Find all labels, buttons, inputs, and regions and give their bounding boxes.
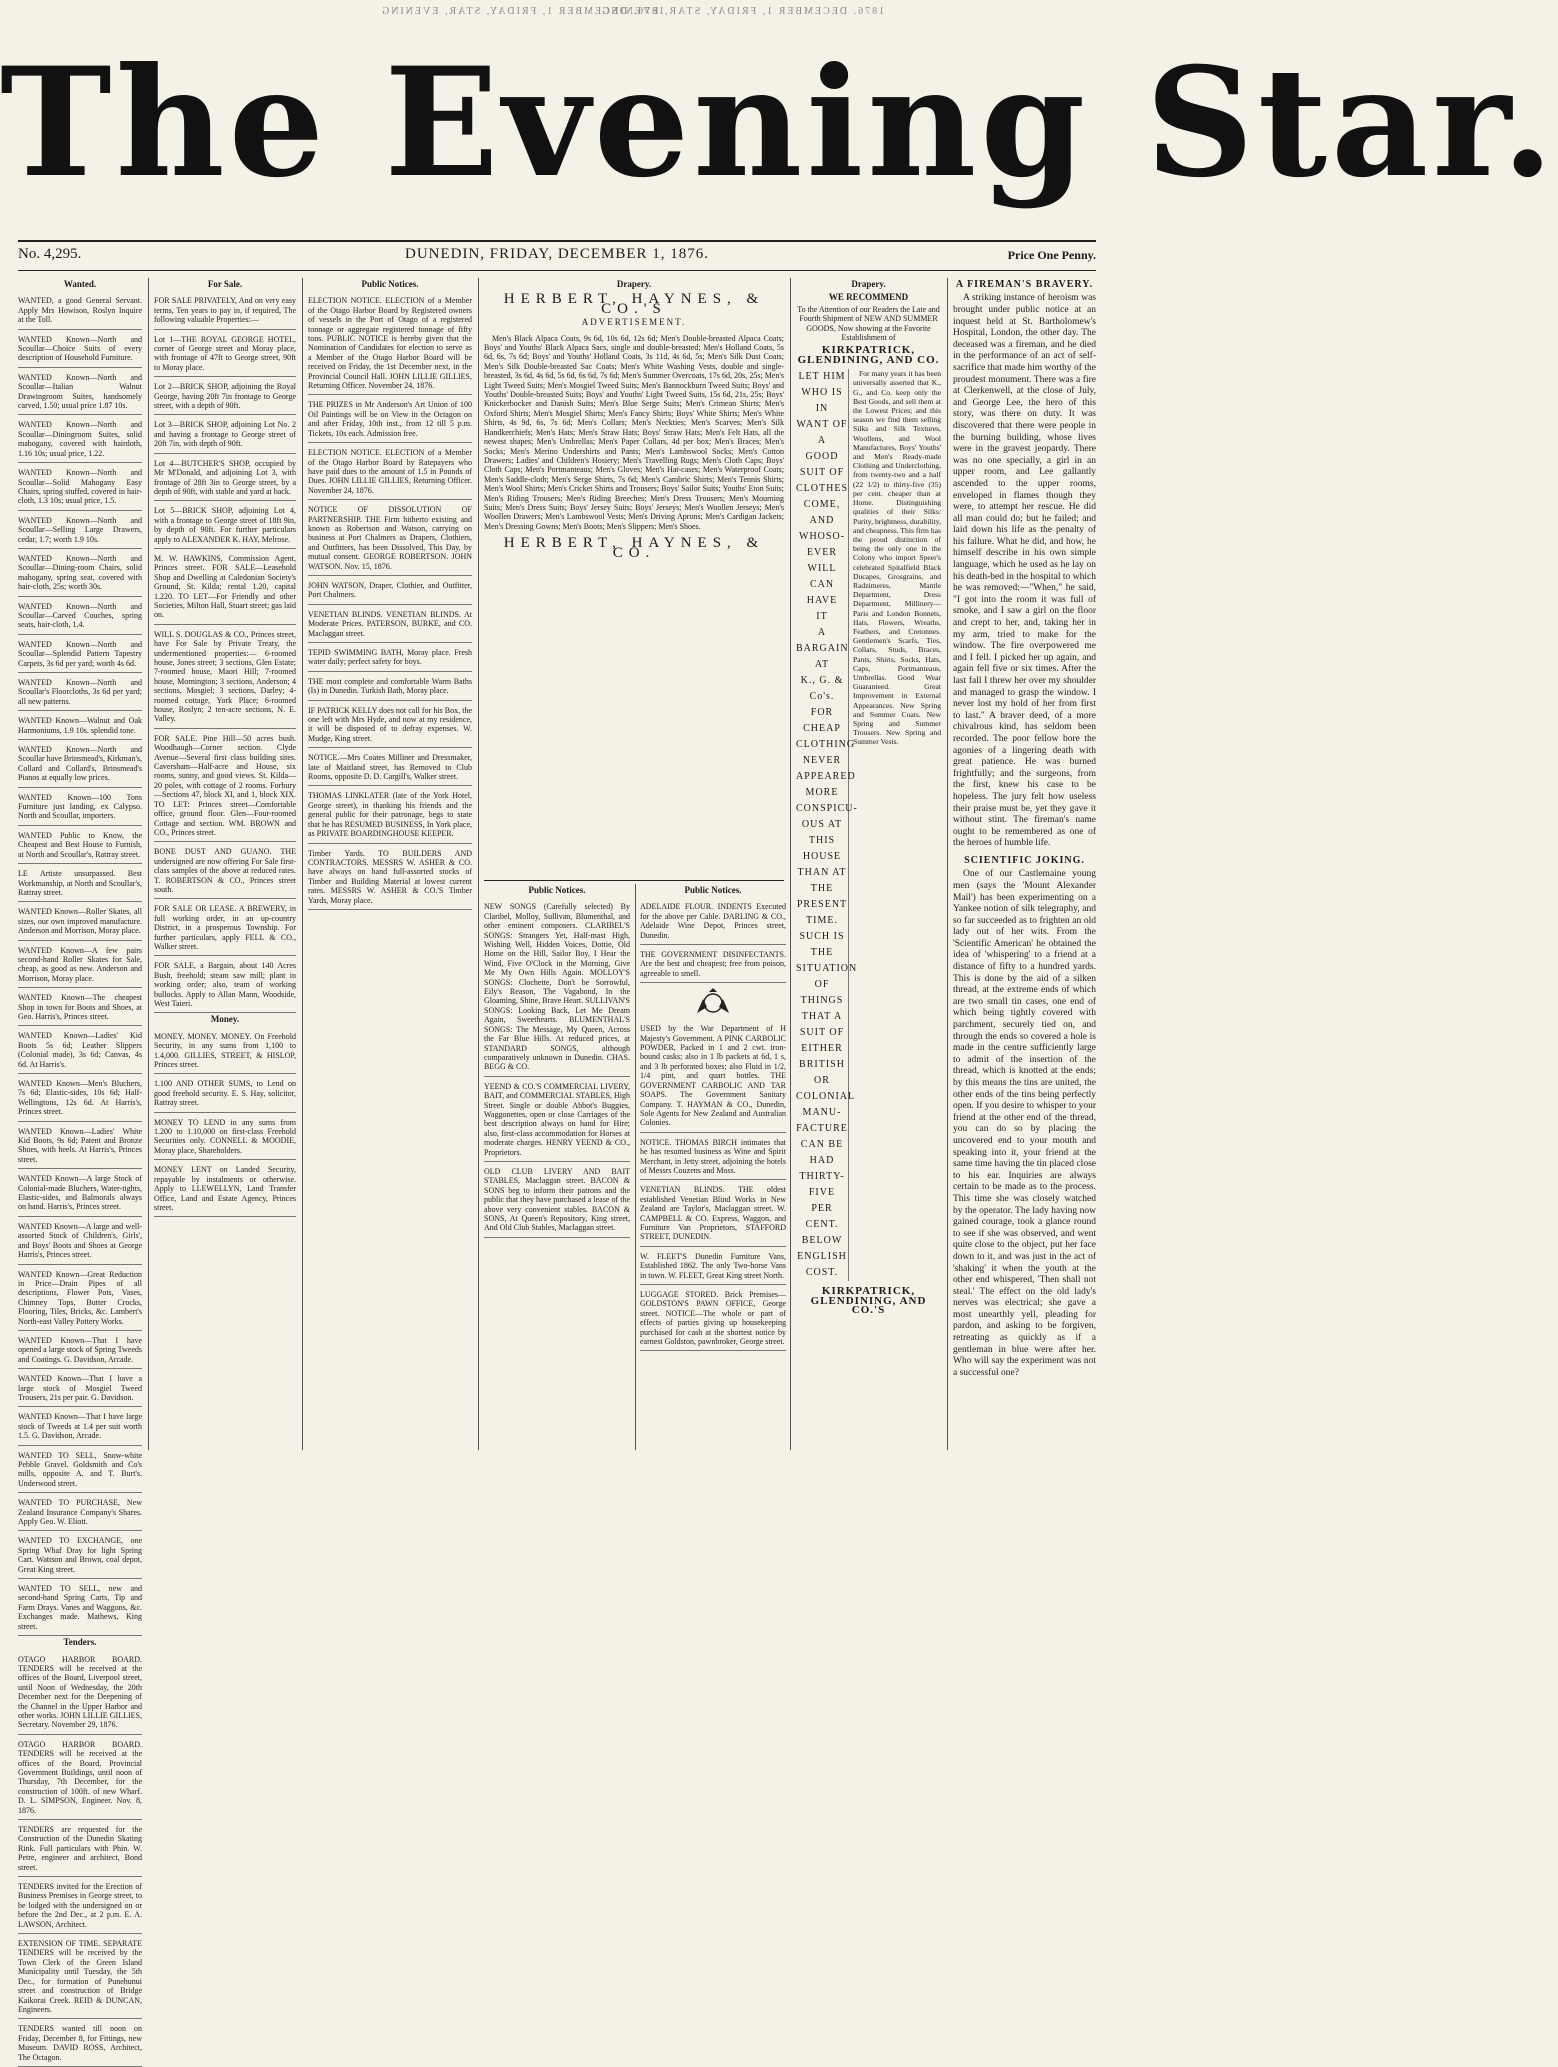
- masthead-rule-top: [18, 240, 1096, 242]
- wanted-ad: WANTED Known—That I have opened a large stock of Spring Tweeds and Coatings. G. Davidson, Arcade.: [18, 1333, 142, 1369]
- recommend-body: To the Attention of our Readers the Late and Fourth Shipment of NEW AND SUMMER GOODS, Now showing at the Favorite Establishment of: [797, 304, 940, 343]
- section-heading-drapery-2: Drapery.: [851, 279, 886, 289]
- column-public-notices: [308, 278, 472, 1450]
- for-sale-ad: Lot 1—THE ROYAL GEORGE HOTEL, corner of George street and Moray place, with frontage of 47ft to George street, 90ft to Moray place.: [154, 332, 296, 378]
- slogan-line: WHOSO-: [799, 531, 845, 543]
- section-heading-money: Money.: [210, 1014, 240, 1025]
- slogan-line: EITHER: [801, 1043, 843, 1055]
- public-notice: VENETIAN BLINDS. THE oldest established Venetian Blind Works in New Zealand are Taylor's, Maclaggan street. W. CAMPBELL & CO. Express, Waggon, and Furniture Van Proprietors, STAFFORD STREET, DUNEDIN.: [640, 1182, 786, 1246]
- wanted-ads-list: [18, 293, 142, 1636]
- slogan-line: CONSPICU-: [796, 803, 858, 815]
- column-wanted: [18, 278, 142, 2062]
- slogan-line: ENGLISH: [797, 1251, 847, 1263]
- slogan-line: CHEAP: [803, 723, 841, 735]
- slogan-line: GOOD: [805, 451, 839, 463]
- slogan-line: HOUSE: [802, 851, 842, 863]
- for-sale-ad: FOR SALE. Pine Hill—50 acres bush. Woodhaugh—Corner section. Clyde Avenue—Several first class building sites. Caversham—Half-acre and House, six rooms, sunny, and good views. St. Kilda—20 poles, with cottage of 2 rooms. Forbury—Sections 47, block XI, and 1, block XIX. TO LET: Princes street—Comfortable office, ground floor. Glen—Four-roomed Cottage and section. WM. BROWN and CO., Princes street.: [154, 731, 296, 842]
- place-date: DUNEDIN, FRIDAY, DECEMBER 1, 1876.: [404, 246, 710, 262]
- column-for-sale: [154, 278, 296, 1450]
- public-notice: NEW SONGS (Carefully selected) By Claribel, Molloy, Sullivan, Blumenthal, and other eminent composers. CLARIBEL'S SONGS: Strangers Yet, Half-mast High, Wishing Well, Hidden Voices, Dottie, Old Home on the Hill, Sailor Boy, I Hear the Wind, Five O'Clock in the Morning, Give Me My Own Hills Again. MOLLOY'S SONGS: Clochette, Don't be Sorrowful, Eily's Reason, The Vagabond, In the Gloaming, Shine, Brave Heart. SULLIVAN'S SONGS: Looking Back, Let Me Dream Again, Sweethearts. BLUMENTHAL'S SONGS: The Message, My Queen, Across the Far Blue Hills. At reduced prices, at STANDARD SONGS, although comparatively unknown in Dunedin. CHAS. BEGG & CO.: [484, 899, 630, 1076]
- public-notice: VENETIAN BLINDS. VENETIAN BLINDS. At Moderate Prices. PATERSON, BURKE, and CO. Maclaggan street.: [308, 607, 472, 643]
- for-sale-ad: FOR SALE, a Bargain, about 140 Acres Bush, freehold; steam saw mill; plant in working order; also, team of working bullocks. Apply to Allan Mann, Woodside, West Taieri.: [154, 958, 296, 1013]
- public-notice: THE most complete and comfortable Warm Baths (Is) in Dunedin. Turkish Bath, Moray place.: [308, 674, 472, 701]
- slogan-line: THAT A: [801, 1011, 843, 1023]
- issue-number: No. 4,295.: [18, 246, 82, 262]
- tender-notice: TENDERS invited for the Erection of Business Premises in George street, to be lodged with the undersigned on or before the 2nd Dec., at 2 p.m. E. A. LAWSON, Architect.: [18, 1879, 142, 1934]
- drapery-description: For many years it has been universally asserted that K., G., and Co. keep only the Best Goods, and sell them at the Lowest Prices; and this season we find them selling Silks and Silk Textures, Woollens, and Wool Manufactures, Boys' Youths' and Men's Ready-made Clothing and Underclothing, from twenty-two and a half (22 1/2) to thirty-five (35) per cent. cheaper than at Home. Distinguishing qualities of their Silks: Purity, brightness, durability, and cheapness. This firm has the proud distinction of being the only one in the Colony who import Speer's celebrated Spitalfield Black Ducapes, Grosgrains, and Radzimeres, Mantle Department, Dress Department, Millinery—Paris and London Bonnets, Hats, Flowers, Wreaths, Feathers, and Cretonnes. Gentlemen's Scarfs, Ties, Collars, Studs, Braces, Pants, Shirts, Socks, Hats, Caps, Portmanteaus, Umbrellas. Good Wear Guaranteed. Great Improvement in External Appearances. New Spring and Summer Coats. New Spring and Summer Trousers. New Spring and Summer Vests.: [853, 369, 941, 747]
- column-rule: [947, 278, 948, 1450]
- column-stories: [953, 278, 1096, 1450]
- slogan-line: EVER: [806, 547, 838, 559]
- wanted-ad: WANTED, a good General Servant. Apply Mrs Howison, Roslyn Inquire at the Toll.: [18, 293, 142, 329]
- slogan-line: OR: [814, 1075, 830, 1087]
- public-notice: NOTICE OF DISSOLUTION OF PARTNERSHIP. THE Firm hitherto existing and known as Robertson and Watson, carrying on business at Port Chalmers as Drapers, Clothiers, and Outfitters, has been Dissolved, This Day, by mutual consent. GEORGE ROBERTSON. JOHN WATSON. Nov. 15, 1876.: [308, 502, 472, 576]
- slogan-line: CLOTHING: [796, 739, 856, 751]
- public-notice: ELECTION NOTICE. ELECTION of a Member of the Otago Harbor Board by Registered owners of vessels in the Port of Otago of a registered tonnage or aggregate registered tonnage of fifty tons. PUBLIC NOTICE is hereby given that the Nomination of Candidates for election to serve as a Member of the Otago Harbor Board will be received on Friday, the 1st December next, in the Provincial Council Hall. JOHN LILLIE GILLIES, Returning Officer. November 24, 1876.: [308, 293, 472, 395]
- wanted-ad: WANTED Known—That I have large stock of Tweeds at 1.4 per suit worth 1.5. G. Davidson, Arcade.: [18, 1409, 142, 1445]
- column-rule: [302, 278, 303, 1450]
- money-ad: MONEY LENT on Landed Security, repayable by instalments or otherwise. Apply to LLEWELLYN, Land Transfer Office, Land and Estate Agency, Princes street.: [154, 1162, 296, 1217]
- slogan-line: WHO IS IN: [801, 387, 843, 415]
- public-notices-right-list-b: [640, 1021, 786, 1351]
- wanted-ad: WANTED Known—Ladies' White Kid Boots, 9s 6d; Patent and Bronze Shoes, with heels. At Harris's, Princes street.: [18, 1124, 142, 1170]
- firm-name-footer: HERBERT, HAYNES, & CO.: [503, 535, 765, 561]
- recommend-title: WE RECOMMEND: [828, 292, 909, 303]
- story-title-scientific-joking: SCIENTIFIC JOKING.: [964, 854, 1085, 866]
- masthead-rule-bottom: [18, 270, 1096, 271]
- slogan-line: PRESENT: [796, 899, 848, 911]
- dateline: [18, 246, 1096, 268]
- slogan-line: THAN AT: [797, 867, 847, 879]
- slogan-line: BARGAIN: [796, 643, 849, 655]
- slogan-line: CAN BE: [800, 1139, 844, 1151]
- tender-notice: EXTENSION OF TIME. SEPARATE TENDERS will be received by the Town Clerk of the Green Island Municipality until Tuesday, the 5th Dec., for formation of Punehunui street and construction of Bridge Kaikorai Creek. REID & DUNCAN, Engineers.: [18, 1936, 142, 2019]
- wanted-ad: WANTED Known—North and Scoullar—Italian Walnut Drawingroom Suites, handsomely carved, 1.50; usual price 1.87 10s.: [18, 370, 142, 416]
- slogan-line: APPEARED: [796, 771, 856, 783]
- public-notice: NOTICE.—Mrs Coates Milliner and Dressmaker, late of Maitland street, has Removed to Club Rooms, opposite D. D. Cargill's, Walker street.: [308, 750, 472, 786]
- story-title-fireman: A FIREMAN'S BRAVERY.: [955, 279, 1094, 290]
- public-notice: YEEND & CO.'S COMMERCIAL LIVERY, BAIT, and COMMERCIAL STABLES, High Street. Single or double Abbot's Buggies, Waggonettes, open or close Carriages of the best description always on hand for Hire; also, first-class accommodation for Horses at moderate charges. HENRY YEEND & CO., Proprietors.: [484, 1079, 630, 1162]
- public-notice: THE PRIZES in Mr Anderson's Art Union of 100 Oil Paintings will be on View in the Octagon on and after Friday, 10th inst., from 12 till 5 p.m. Tickets, 10s each. Admission free.: [308, 397, 472, 443]
- story-body-fireman: A striking instance of heroism was brought under public notice at an inquest held at St. Bartholomew's Hospital, London, the other day. The deceased was a fireman, and he died in the performance of an act of self-sacrifice that made him worthy of the proudest monument. There was a fire at Clerkenwell, at the close of July, and George Lee, the hero of this story, was there on duty. It was discovered that there were people in the burning building, whose lives were in the gravest jeopardy. There was no one specially, a girl in an upper room, and Lee gallantly ascended to the upper rooms, enveloped in flames though they were, to attempt her rescue. He did all man could do; but he failed; and laid down his life as the penalty of his failure. What he did, and how, he himself describe in his own simple language, which he used as he lay on his death-bed in the hospital to which he was removed:—"When," he said, "I got into the room it was full of smoke, and I saw a girl on the floor and crept to her, and, taking her in my arm, tried to make for the window. The fire overpowered me and I fell. I picked her up again, and again fell five or six times. After the last fall I threw her over my shoulder and managed to grasp the window. I never lost my hold of her from first to last." A braver deed, of a more chivalrous kind, has seldom been recorded. The poor fellow bore the agonies of a lingering death with great patience. He was burned frightfully; and the surgeons, from the first, knew his case to be hopeless. The jury felt how useless their praise must be, yet they gave it without stint. The fireman's name ought to be remembered as one of the heroes of humble life.: [953, 293, 1096, 849]
- public-notice: IF PATRICK KELLY does not call for his Box, the one left with Mrs Hyde, and now at my residence, it will be disposed of to defray expenses. W. Mudge, King street.: [308, 703, 472, 749]
- section-heading-public-notices-3: Public Notices.: [684, 885, 742, 895]
- bleed-through-text-right: 1876. DECEMBER 1, FRIDAY, STAR, EVENING: [600, 6, 885, 17]
- slogan-line: SUIT OF: [799, 1027, 845, 1039]
- price-label: Price One Penny.: [1007, 248, 1096, 262]
- narrow-slogan-column: [796, 369, 858, 1281]
- section-heading-wanted: Wanted.: [63, 279, 97, 289]
- wanted-ad: WANTED TO EXCHANGE, one Spring Whaf Dray for light Spring Cart. Wattson and Brown, coal depot, Great King street.: [18, 1533, 142, 1579]
- public-notice: JOHN WATSON, Draper, Clothier, and Outfitter, Port Chalmers.: [308, 578, 472, 605]
- wanted-ad: WANTED Known—Ladies' Kid Boots 5s 6d; Leather Slippers (Colonial made), 3s 6d; Canvas, 4s 6d. At Harris's.: [18, 1028, 142, 1074]
- money-ad: MONEY TO LEND in any sums from 1.200 to 1.10,000 on first-class Freehold Securities only. CONNELL & MOODIE, Moray place, Shareholders.: [154, 1115, 296, 1161]
- wanted-ad: WANTED Known—That I have a large stock of Mosgiel Tweed Trousers, 21s per pair. G. Davidson.: [18, 1371, 142, 1407]
- section-heading-drapery: Drapery.: [616, 279, 652, 289]
- section-heading-tenders: Tenders.: [63, 1637, 97, 1648]
- section-heading-for-sale: For Sale.: [207, 279, 243, 289]
- for-sale-ad: Lot 4—BUTCHER'S SHOP, occupied by Mr M'Donald, and adjoining Lot 3, with frontage of 28ft 3in to George street, by a depth of 90ft, with stable and yard at back.: [154, 456, 296, 502]
- slogan-line: BELOW: [801, 1235, 843, 1247]
- wanted-ad: WANTED Known—North and Scoullar—Splendid Pattern Tapestry Carpets, 3s 6d per yard; worth 4s 6d.: [18, 637, 142, 673]
- slogan-line: FOR: [810, 707, 834, 719]
- slogan-line: CLOTHES: [796, 483, 848, 495]
- public-notice: LUGGAGE STORED. Brick Premises— GOLDSTON'S PAWN OFFICE, George street. NOTICE—The whole or part of effects of parties giving up housekeeping purchased for cash at the shortest notice by earnest Goldston, pawnbroker, George street.: [640, 1287, 786, 1351]
- wanted-ad: WANTED Known—North and Scoullar—Dining-room Chairs, solid mahogany, spring seat, covered with hair-cloth, 25s; worth 30s.: [18, 551, 142, 597]
- public-notice: ELECTION NOTICE. ELECTION of a Member of the Otago Harbor Board by Ratepayers who have paid dues to the amount of 1.5 in Pounds of Dues. JOHN LILLIE GILLIES, Returning Officer. November 24, 1876.: [308, 445, 472, 500]
- wanted-ad: WANTED Known—A large Stock of Colonial-made Bluchers, Water-tights, Elastic-sides, and Balmorals always on hand. Harris's, Princes street.: [18, 1171, 142, 1217]
- wanted-ad: WANTED Known—North and Scoullar have Brinsmead's, Kirkman's, Collard and Collard's, Brinsmead's Pianos at equally low prices.: [18, 742, 142, 788]
- slogan-line: A: [817, 435, 827, 447]
- public-notice: THE GOVERNMENT DISINFECTANTS. Are the best and cheapest; free from poison, agreeable to smell.: [640, 947, 786, 983]
- column-rule: [790, 278, 791, 1450]
- slogan-line: WILL: [807, 563, 837, 575]
- slogan-line: OF THINGS: [800, 979, 844, 1007]
- for-sale-ad: Lot 5—BRICK SHOP, adjoining Lot 4, with a frontage to George street of 18ft 9in, by depth of 90ft. For further particulars apply to ALEXANDER K. HAY, Melrose.: [154, 503, 296, 549]
- slogan-line: FACTURE: [796, 1123, 848, 1135]
- wanted-ad: WANTED Known—North and Scoullar—Diningroom Suites, solid mahogany, covered with hairdoth, 1.16 10s; usual price, 1.22.: [18, 417, 142, 463]
- newspaper-title: The Evening Star.: [0, 35, 1558, 211]
- slogan-line: IT: [816, 611, 828, 623]
- for-sale-ad: Lot 2—BRICK SHOP, adjoining the Royal George, having 20ft 7in frontage to George street, with a depth of 90ft.: [154, 379, 296, 415]
- slogan-line: HAD: [809, 1155, 835, 1167]
- section-rule: [484, 880, 784, 881]
- slogan-line: MORE: [805, 787, 839, 799]
- slogan-line: TIME.: [806, 915, 838, 927]
- wanted-ad: WANTED Known—North and Scoullar's Floorcloths, 3s 6d per yard; all new patterns.: [18, 675, 142, 711]
- firm-name-herbert-haynes: HERBERT, HAYNES, & CO.'S: [503, 291, 765, 317]
- public-notice: NOTICE. THOMAS BIRCH intimates that he has resumed business as Wine and Spirit Merchant, in Jetty street, adjoining the hotels of Messrs Couzens and Moss.: [640, 1135, 786, 1181]
- section-heading-public-notices-2: Public Notices.: [528, 885, 586, 895]
- column-rule: [148, 278, 149, 1450]
- slogan-line: NEVER: [802, 755, 842, 767]
- wanted-ad: WANTED Known—A few pairs second-hand Roller Skates for Sale, cheap, as good as new. Anderson and Morrison, Moray place.: [18, 943, 142, 989]
- wanted-ad: WANTED Known—North and Scoullar—Solid Mahogany Easy Chairs, spring stuffed, covered in hair-cloth, 1.3 10s; usual price, 1.5.: [18, 465, 142, 511]
- public-notices-left-list: [484, 899, 630, 1237]
- slogan-line: MANU-: [802, 1107, 842, 1119]
- slogan-line: SUIT OF: [799, 467, 845, 479]
- advertisement-label: ADVERTISEMENT.: [581, 317, 687, 328]
- story-body-scientific-joking: One of our Castlemaine young men (says the 'Mount Alexander Mail') has been experimenting on a Yankee notion of silk telegraphy, and so far succeeded as to frighten an old lady out of her wits. From the 'Scientific American' he obtained the idea of 'whispering' to a friend at a distance of fifty to a hundred yards. This is done by the aid of a silken thread, at the extreme ends of which are two small tin cases, one end of which being tightly covered with parchment, securely tied on, and through the ends so covered a hole is made in the centre sufficiently large to admit of the insertion of the thread, which is knotted at the ends; by this means the tins are united, the other ends of the tins being perfectly open. If you desire to whisper to your friend at the other end of the thread, you can do so by placing the uncovered end to your mouth and speaking into it, your friend at the same time having the tin placed close to his ear. Inquiries are always certain to be made as to the process. This time she was closely watched by the operator. The lady having now gained courage, took a glance round to see if she was observed, and went quite close to the object, put her face down to it, and was just in the act of 'shaking' it when the youth at the other end whispered, 'Then shall not steal.' The effect on the old lady's nerves was electrical; she gave a most unearthly yell, pleading for pardon, and asking to be forgiven, retreating as quickly as if a gentleman in blue were after her. Who will say the experiment was not a successful one?: [953, 869, 1096, 1378]
- slogan-line: THE: [810, 883, 834, 895]
- royal-crest-icon: [640, 987, 786, 1017]
- tender-notice: TENDERS wanted till noon on Friday, December 8, for Fittings, new Museum. DAVID ROSS, Architect, The Octagon.: [18, 2021, 142, 2067]
- firm-name-kirkpatrick: KIRKPATRICK, GLENDINING, AND CO.: [797, 344, 940, 366]
- tender-notice: OTAGO HARBOR BOARD. TENDERS will be received at the offices of the Board, Liverpool street, until Noon of Wednesday, the 20th December next for the Deepening of the Channel in the Upper Harbor and other works. JOHN LILLIE GILLIES, Secretary. November 29, 1876.: [18, 1652, 142, 1735]
- money-list: [154, 1029, 296, 1218]
- column-rule: [478, 278, 479, 1450]
- slogan-line: THIRTY-: [799, 1171, 845, 1183]
- bleed-through-text-left: 1876. DECEMBER 1, FRIDAY, STAR, EVENING: [380, 6, 665, 17]
- wanted-ad: WANTED TO PURCHASE, New Zealand Insurance Company's Shares. Apply Geo. W. Eliott.: [18, 1495, 142, 1531]
- column-public-notices-right: [640, 884, 786, 1450]
- drapery-item-list: Men's Black Alpaca Coats, 9s 6d, 10s 6d, 12s 6d; Men's Double-breasted Alpaca Coats; Boys' and Youths' Black Alpaca Sacs, single and double-breasted; Men's Holland Coats, 5s 6d, 6s, 7s 6d; Boys' and Youths' Holland Coats, 3s 11d, 4s 6d, 5s; Men's Silk Dust Coats; Men's Silk Double-breasted Sac Coats; Men's White Washing Vests, double and single-breasted, 3s 6d, 4s 6d, 5s 6d, 6s 6d, 7s 6d; Men's Summer Overcoats, 17s 6d, 20s, 25s; Men's Light Tweed Suits; Men's Mosgiel Tweed Suits; Men's Bannockburn Tweed Suits; Boys' and Youths' Double-breasted Suits; Boys' and Youths' Light Tweed Suits, 15s 6d, 21s, 25s; Boys' Knickerbocker and Danish Suits; Men's Blue Serge Suits; Men's Crimean Shirts; Men's Oxford Shirts; Men's Mosgiel Shirts; Men's Fancy Shirts; Boys' White Shirts; Men's White Shirts, 4s 9d, 6s, 7s 6d; Men's Collars; Men's Neckties; Men's Scarves; Men's Silk Handkerchiefs; Men's Hats; Men's Straw Hats; Boys' Straw Hats; Men's Felt Hats, all the newest shapes; Men's Umbrellas; Men's Paper Collars, 4d per box; Men's Braces; Men's Socks; Men's Merino Undershirts and Pants; Men's Lambswool Socks; Men's Cotton Drawers; Ladies' and Children's Hosiery; Men's Travelling Rugs; Men's Cloth Caps; Boys' Cloth Caps; Men's Portmanteaus; Men's Gloves; Men's Hat-cases; Men's Waterproof Coats; Men's Saddle-cloth; Men's Serge Shirts, 7s 6d; Men's Cambric Shirts; Men's Tennis Shirts; Men's Wool Shirts; Men's Cricket Shirts and Trousers; Boys' Sailor Suits; Youths' Eton Suits; Men's Riding Trousers; Men's Riding Breeches; Men's Dress Trousers; Men's Mourning Suits; Men's Dress Suits; Boys' Jersey Suits; Boys' Jerseys; Men's Woollen Jerseys; Men's Woollen Drawers; Men's Lambswool Vests; Men's Driving Aprons; Men's Cardigan Jackets; Men's Dressing Gowns; Men's Boots; Men's Slippers; Men's Shoes.: [484, 333, 784, 531]
- wanted-ad: WANTED Known—Great Reduction in Price—Drain Pipes of all descriptions, Flower Pots, Vases, Chimney Tops, Butter Crocks, Flooring, Tiles, Bricks, &c. Lambert's North-east Valley Pottery Works.: [18, 1267, 142, 1331]
- wanted-ad: WANTED Known—Roller Skates, all sizes, our own improved manufacture. Anderson and Morrison, Moray place.: [18, 904, 142, 940]
- public-notice: ADELAIDE FLOUR. INDENTS Executed for the above per Cable. DARLING & CO., Adelaide Wine Depot, Princes street, Dunedin.: [640, 899, 786, 945]
- slogan-line: SUCH IS: [799, 931, 845, 943]
- wanted-ad: WANTED TO SELL, new and second-hand Spring Carts, Tip and Farm Drays. Vanes and Waggons, &c. Exchanges made. Mathews, King street.: [18, 1581, 142, 1636]
- money-ad: 1.100 AND OTHER SUMS, to Lend on good freehold security. E. S. Hay, solicitor, Rattray street.: [154, 1076, 296, 1112]
- public-notices-list: [308, 293, 472, 910]
- slogan-line: OUS AT: [801, 819, 843, 831]
- public-notices-right-list-a: [640, 899, 786, 983]
- slogan-line: COST.: [805, 1267, 839, 1279]
- slogan-line: PER: [811, 1203, 833, 1215]
- public-notice: W. FLEET'S Dunedin Furniture Vans, Established 1862. The only Two-horse Vans in town. W. FLEET, Great King street North.: [640, 1249, 786, 1285]
- for-sale-ad: M. W. HAWKINS, Commission Agent, Princes street. FOR SALE—Leasehold Shop and Dwelling at Caledonian Society's Ground, St. Kilda; rental 1.20, capital 1.220. TO LET—For Friendly and other Societies, Milton Hall, Stuart street; gas laid on.: [154, 551, 296, 625]
- slogan-line: K., G. & Co's.: [800, 675, 844, 703]
- slogan-line: AND: [809, 515, 835, 527]
- wanted-ad: WANTED Known—North and Scoullar—Carved Couches, spring seats, hair-cloth, 1.4.: [18, 599, 142, 635]
- for-sale-ad: BONE DUST AND GUANO. THE undersigned are now offering For Sale first-class samples of the above at reduced rates. T. ROBERTSON & CO., Princes street south.: [154, 844, 296, 899]
- slogan-line: COLONIAL: [796, 1091, 856, 1103]
- wanted-ad: LE Artiste unsurpassed. Best Workmanship, at North and Scoullar's, Rattray street.: [18, 866, 142, 902]
- for-sale-ad: Lot 3—BRICK SHOP, adjoining Lot No. 2 and having a frontage to George street of 20ft 7in, with depth of 90ft.: [154, 417, 296, 453]
- public-notice: THOMAS LINKLATER (late of the York Hotel, George street), in thanking his friends and the general public for their patronage, begs to state that he has RESUMED BUSINESS, In York place, as PRIVATE BOARDINGHOUSE KEEPER.: [308, 788, 472, 843]
- slogan-line: COME,: [803, 499, 841, 511]
- tenders-list: [18, 1652, 142, 2067]
- slogan-line: SITUATION: [796, 963, 858, 975]
- column-public-notices-left: [484, 884, 630, 1450]
- slogan-line: BRITISH: [799, 1059, 845, 1071]
- public-notice: Timber Yards. TO BUILDERS AND CONTRACTORS. MESSRS W. ASHER & CO. have always on hand full-assorted stocks of Timber and Building Material at lowest current rates. MESSRS W. ASHER & CO.'S Timber Yards, Moray place.: [308, 846, 472, 910]
- slogan-line: A: [817, 627, 827, 639]
- slogan-line: THE: [810, 947, 834, 959]
- for-sale-ad: FOR SALE PRIVATELY, And on very easy terms, Ten years to pay in, if required, The following valuable Properties:—: [154, 293, 296, 329]
- tender-notice: TENDERS are requested for the Construction of the Dunedin Skating Rink. Full particulars with Phin. W. Petre, engineer and architect, Bond street.: [18, 1822, 142, 1877]
- wanted-ad: WANTED Known—North and Scoullar—Selling Large Drawers, cedar, 1.7; worth 1.9 10s.: [18, 513, 142, 549]
- column-drapery-kirkpatrick: [796, 278, 941, 1450]
- masthead: [0, 0, 1558, 235]
- wanted-ad: WANTED Known—Walnut and Oak Harmoniums, 1.9 10s. splendid tone.: [18, 713, 142, 740]
- firm-name-kirkpatrick-footer: KIRKPATRICK, GLENDINING, AND CO.'S: [810, 1285, 927, 1317]
- public-notice: USED by the War Department of H Majesty's Government. A PINK CARBOLIC POWDER, Packed in 1 and 2 cwt. iron-bound casks; also in 1 lb packets at 6d, 1 s, and 3 lb perforated boxes; also Fluid in 1/2, 1/4 pint, and quart bottles. THE GOVERNMENT CARBOLIC AND TAR SOAPS. The Government Sanitary Company. T. HAYMAN & CO., Dunedin, Sole Agents for New Zealand and Australian Colonies.: [640, 1021, 786, 1132]
- slogan-line: WANT OF: [796, 419, 848, 431]
- slogan-line: AT: [814, 659, 830, 671]
- slogan-line: LET HIM: [798, 371, 846, 383]
- wanted-ad: WANTED Known—The cheapest Shop in town for Boots and Shoes, at Geo. Harris's, Princes street.: [18, 990, 142, 1026]
- slogan-line: CENT.: [805, 1219, 839, 1231]
- slogan-line: FIVE: [808, 1187, 836, 1199]
- wanted-ad: WANTED Public to Know, the Cheapest and Best House to Furnish, at North and Scoullar's, Rattray street.: [18, 828, 142, 864]
- slogan-line: CAN HAVE: [806, 579, 838, 607]
- money-ad: MONEY. MONEY. MONEY. On Freehold Security, in any sums from 1,100 to 1.4,000. GILLIES, STREET, & HISLOP, Princes street.: [154, 1029, 296, 1075]
- for-sale-ad: FOR SALE OR LEASE. A BREWERY, in full working order, in an up-country District, in a prosperous Township. For further particulars, apply FELL & CO., Walker street.: [154, 901, 296, 956]
- public-notice: OLD CLUB LIVERY AND BAIT STABLES, Maclaggan street. BACON & SONS beg to inform their patrons and the public that they have purchased a lease of the above very convenient stables. BACON & SONS, At Queen's Repository, King street, And Old Club Stables, Maclaggan street.: [484, 1164, 630, 1238]
- slogan-line: THIS: [808, 835, 836, 847]
- public-notice: TEPID SWIMMING BATH, Moray place. Fresh water daily; perfect safety for boys.: [308, 645, 472, 672]
- wanted-ad: WANTED Known—Men's Bluchers, 7s 6d; Elastic-sides, 10s 6d; Half-Wellingtons, 12s 6d. At Harris's, Princes street.: [18, 1076, 142, 1122]
- tender-notice: OTAGO HARBOR BOARD. TENDERS will be received at the offices of the Board, Provincial Government Buildings, until noon of Thursday, 7th December, for the construction of 100ft. of new Wharf. D. L. SIMPSON, Engineer. Nov. 8, 1876.: [18, 1737, 142, 1820]
- wanted-ad: WANTED TO SELL, Snow-white Pebble Gravel. Goldsmith and Co's mills, opposite A. and T. Burt's. Underwood street.: [18, 1448, 142, 1494]
- for-sale-list: [154, 293, 296, 1013]
- section-heading-public-notices: Public Notices.: [361, 279, 419, 289]
- wanted-ad: WANTED Known—100 Tons Furniture just landing, ex Calypso. North and Scoullar, importers.: [18, 790, 142, 826]
- column-rule: [635, 884, 636, 1450]
- column-drapery-herbert: [484, 278, 784, 878]
- wanted-ad: WANTED Known—A large and well-assorted Stock of Children's, Girls', and Boys' Boots and Shoes at George Harris's, Princes street.: [18, 1219, 142, 1265]
- for-sale-ad: WILL S. DOUGLAS & CO., Princes street, have For Sale by Private Treaty, the undermentioned properties:— 6-roomed house, Jones street; 3 sections, Glen Estate; 7-roomed house, Maori Hill; 7-roomed house, Mornington; 3 sections, Anderson; 4 sections, Mosgiel; 3 sections, Darley; 4-roomed cottage, York Place; 6-roomed house, Roslyn; 2 ten-acre sections, N. E. Valley.: [154, 627, 296, 729]
- wanted-ad: WANTED Known—North and Scoullar—Choice Suits of every description of Household Furniture.: [18, 332, 142, 368]
